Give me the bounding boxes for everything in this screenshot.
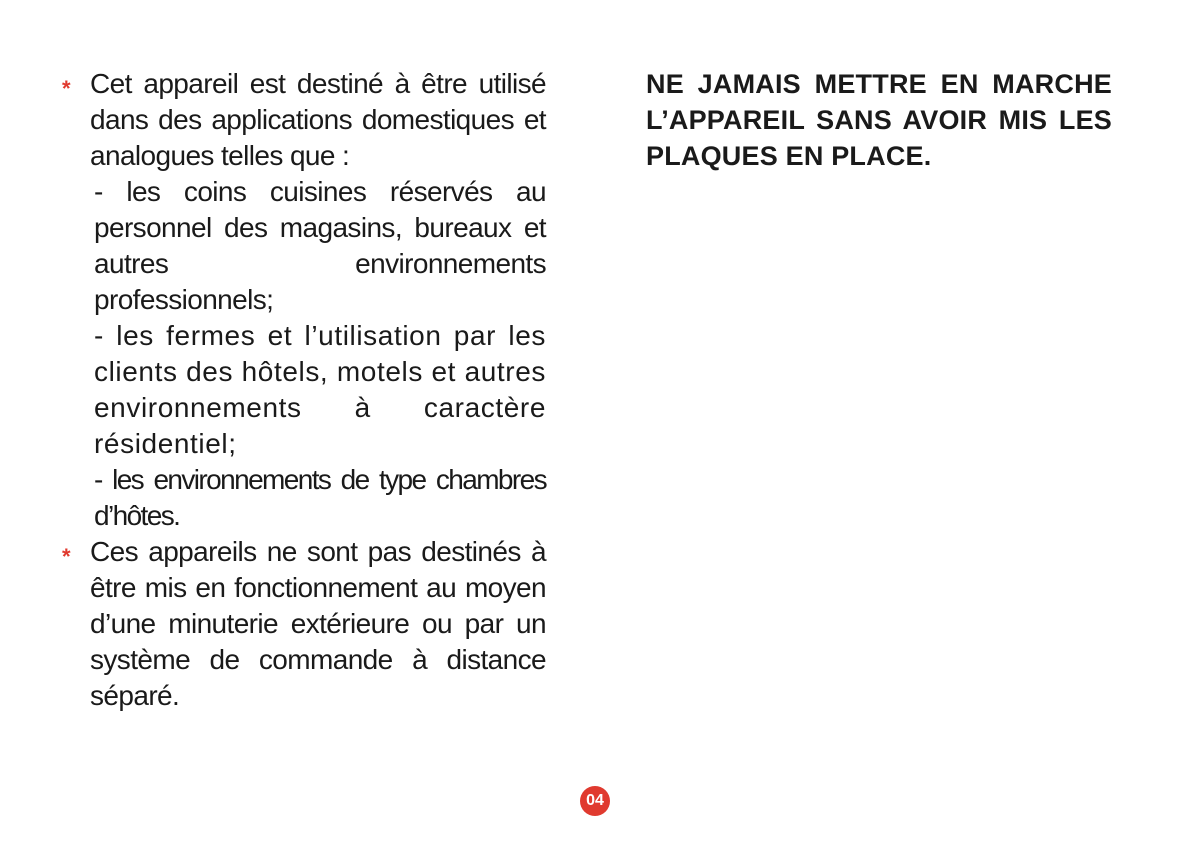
sub-item-staff-kitchens: - les coins cuisines réservés au personnel des magasins, bureaux et autres environnements professionnels;	[94, 176, 546, 315]
intended-use-intro: Cet appareil est destiné à être utilisé dans des applications domestiques et analogues telles que :	[90, 68, 546, 171]
timer-warning-text: Ces appareils ne sont pas destinés à être mis en fonctionnement au moyen d’une minuterie extérieure ou par un système de commande à distance séparé.	[90, 536, 546, 711]
sub-item-farms-hotels: - les fermes et l’utilisation par les clients des hôtels, motels et autres environnements à caractère résidentiel;	[94, 320, 546, 459]
right-column	[646, 66, 1112, 174]
list-item-intended-use	[62, 66, 546, 534]
sub-item-bed-and-breakfast: - les environnements de type chambres d’hôtes.	[94, 464, 546, 531]
plates-warning: NE JAMAIS METTRE EN MARCHE L’APPAREIL SANS AVOIR MIS LES PLAQUES EN PLACE.	[646, 69, 1112, 171]
asterisk-bullet-icon: *	[62, 76, 71, 101]
asterisk-bullet-icon: *	[62, 544, 71, 569]
list-item-timer-warning	[62, 534, 546, 714]
left-column	[62, 66, 546, 714]
page-number-badge: 04	[580, 786, 610, 816]
